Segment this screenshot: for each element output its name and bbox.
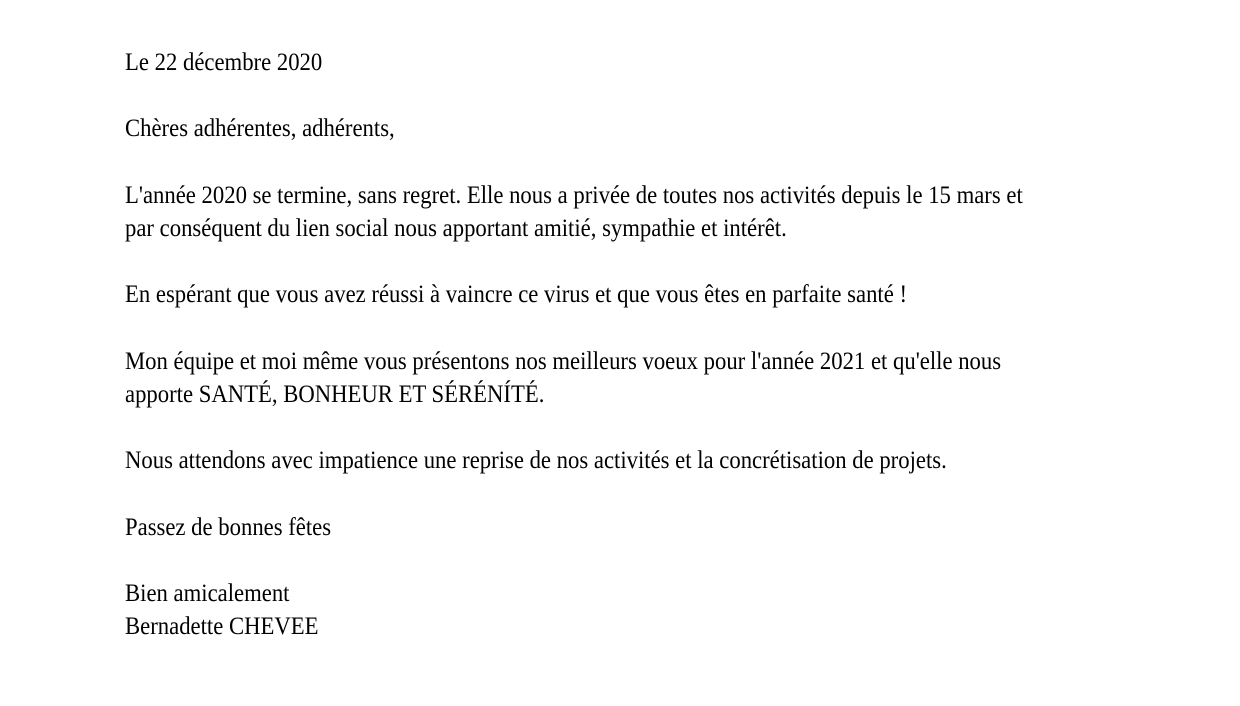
- paragraph-spacer: [125, 244, 1086, 277]
- paragraph-line: apporte SANTÉ, BONHEUR ET SÉRÉNÍTÉ.: [125, 378, 545, 408]
- paragraph-spacer: [125, 145, 1086, 178]
- paragraph-spacer: [125, 543, 1086, 576]
- letter-signature: Bernadette CHEVEE: [125, 611, 319, 641]
- paragraph-spacer: [125, 311, 1086, 344]
- paragraph-spacer: [125, 477, 1086, 510]
- letter-body: [125, 45, 1086, 643]
- letter-closing: Bien amicalement: [125, 578, 290, 608]
- paragraph-year-review: [125, 178, 1086, 244]
- paragraph-spacer: [125, 78, 1086, 111]
- letter-salutation: Chères adhérentes, adhérents,: [125, 113, 395, 143]
- paragraph-activities-resumption: Nous attendons avec impatience une reprise de nos activités et la concrétisation de projets.: [125, 445, 947, 475]
- paragraph-health-wish: En espérant que vous avez réussi à vaincre ce virus et que vous êtes en parfaite santé !: [125, 279, 908, 309]
- paragraph-line: L'année 2020 se termine, sans regret. Elle nous a privée de toutes nos activités depuis le 15 mars et: [125, 179, 1023, 209]
- paragraph-line: Mon équipe et moi même vous présentons nos meilleurs voeux pour l'année 2021 et qu'elle nous: [125, 345, 1002, 375]
- paragraph-new-year-wishes: [125, 344, 1086, 410]
- paragraph-line: par conséquent du lien social nous apportant amitié, sympathie et intérêt.: [125, 212, 787, 242]
- paragraph-holiday-greeting: Passez de bonnes fêtes: [125, 511, 332, 541]
- paragraph-spacer: [125, 410, 1086, 443]
- letter-date: Le 22 décembre 2020: [125, 47, 323, 76]
